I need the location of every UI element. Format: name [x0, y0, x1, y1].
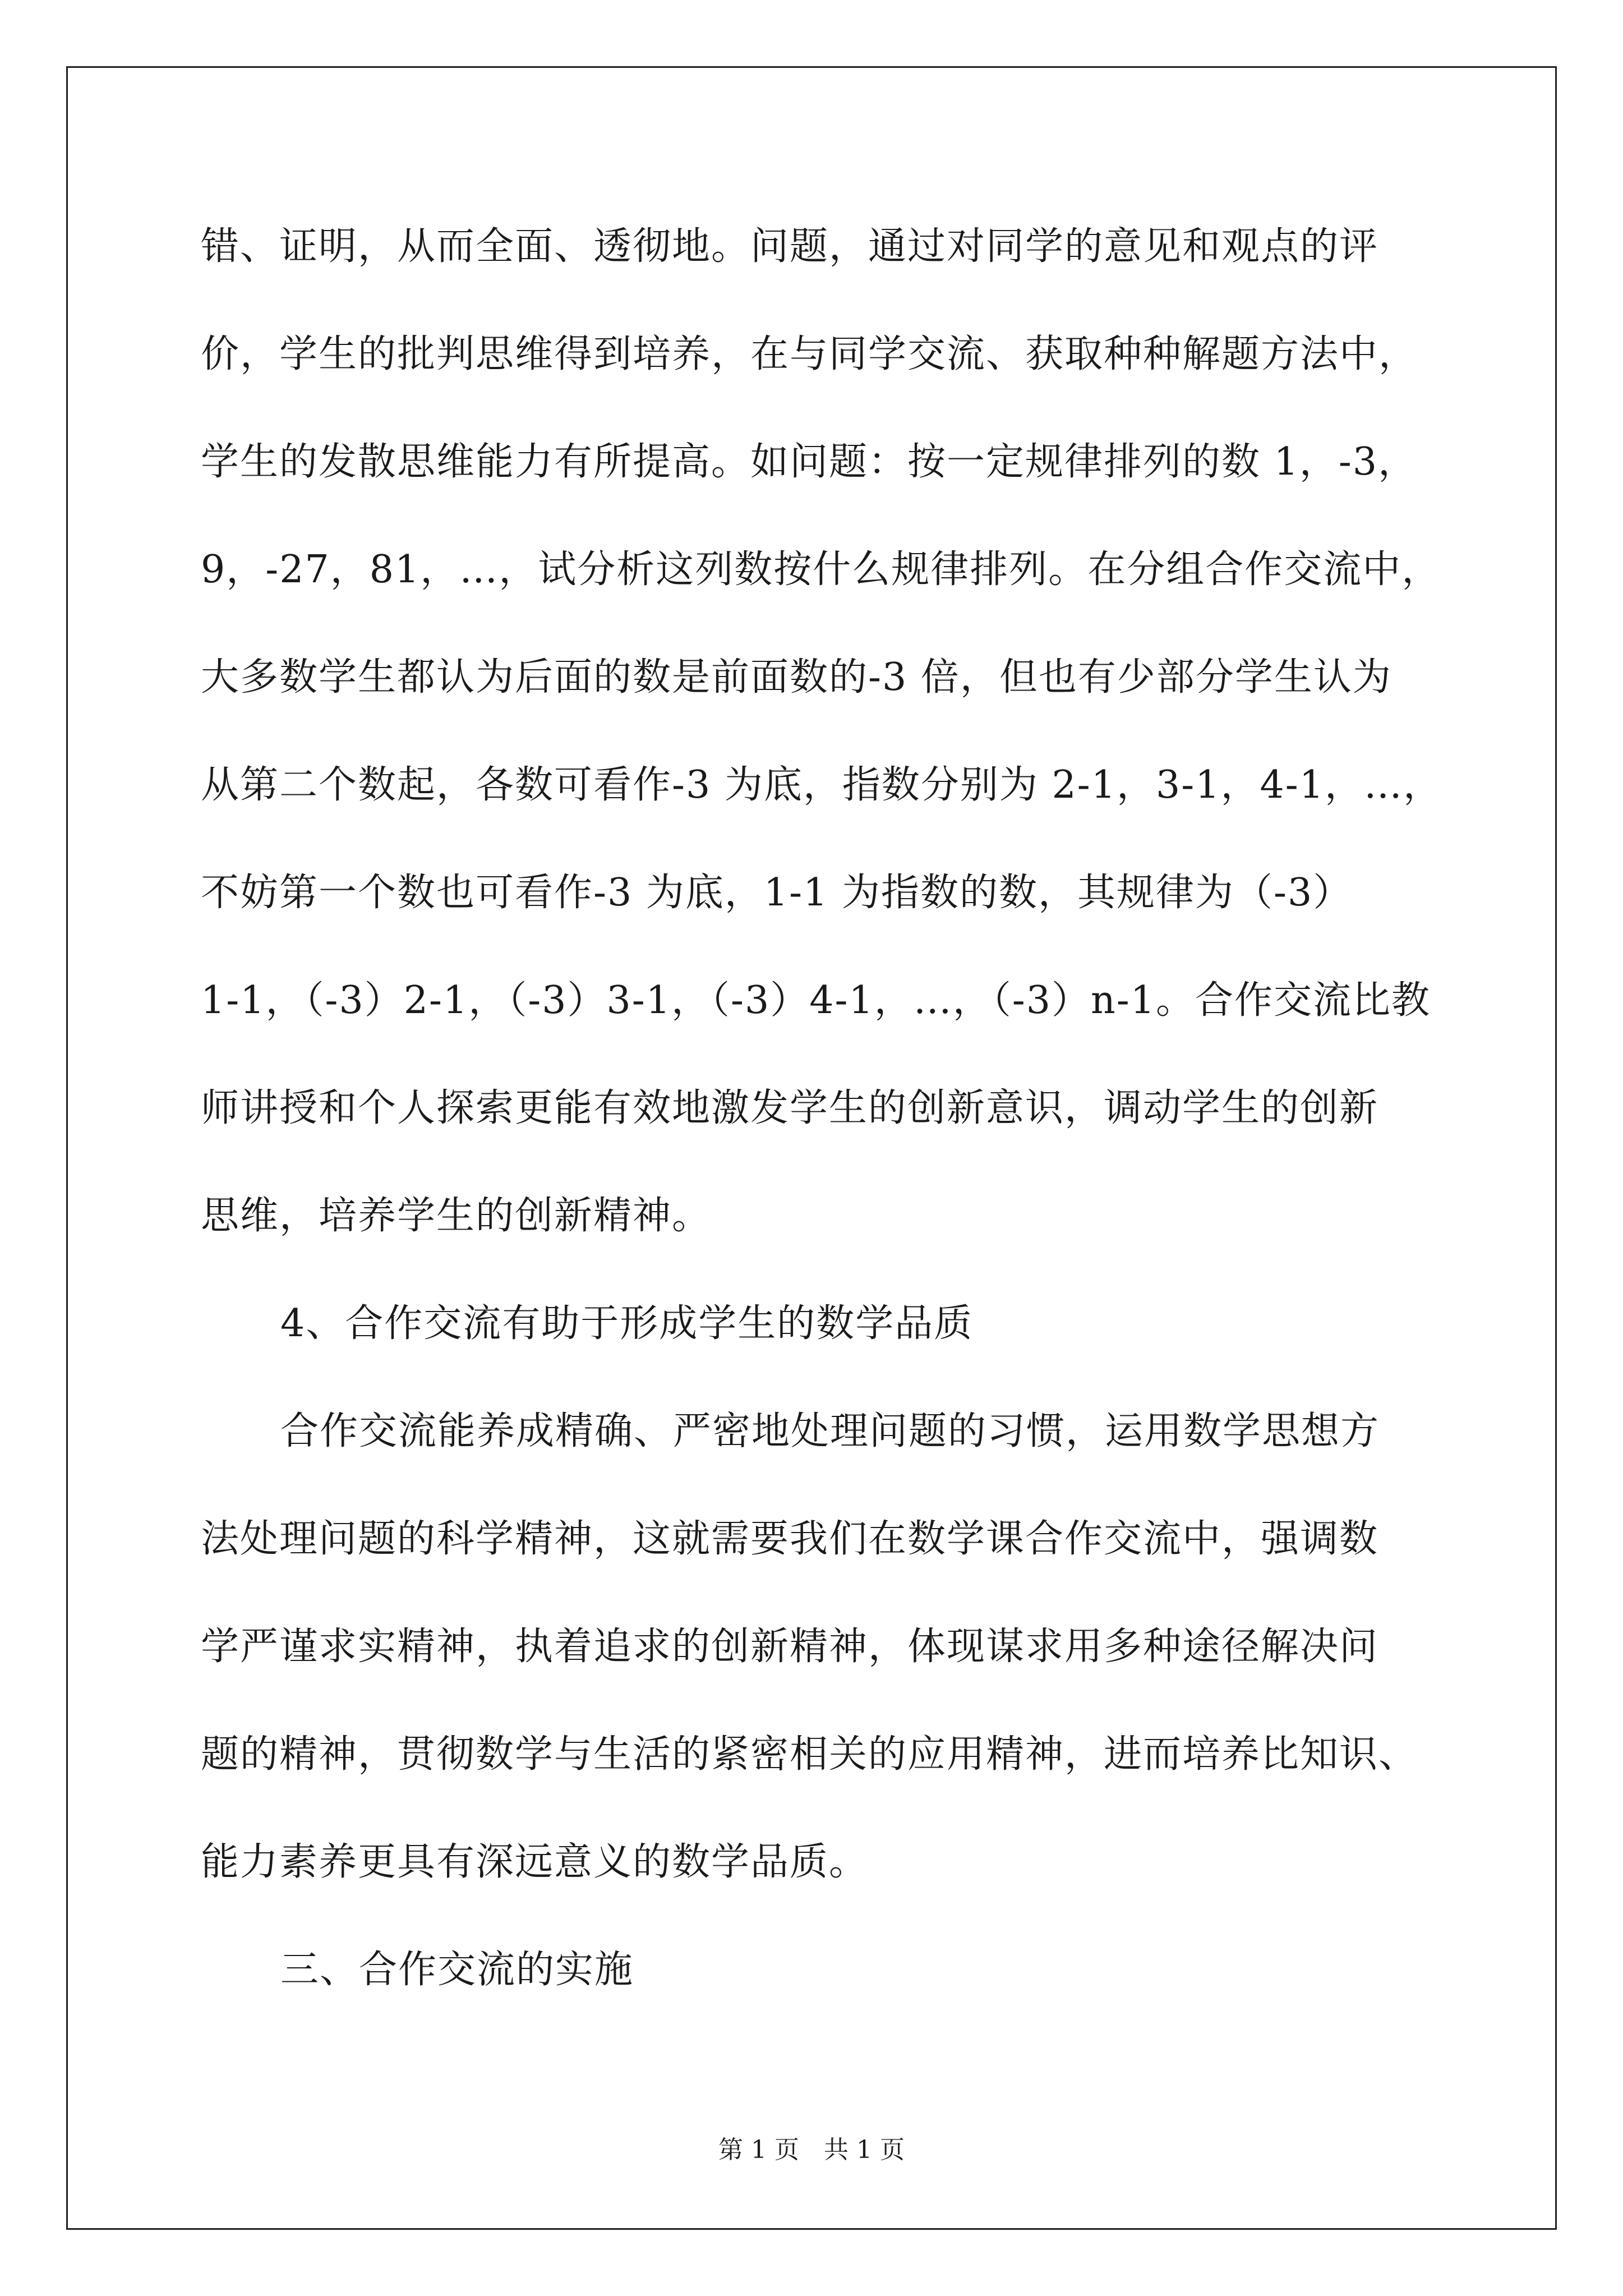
text-line: 1-1，（-3）2-1，（-3）3-1，（-3）4-1，…，（-3）n-1。合作交流比教 [201, 978, 1431, 1023]
text-line: 法处理问题的科学精神，这就需要我们在数学课合作交流中，强调数 [201, 1517, 1379, 1561]
text-line: 学生的发散思维能力有所提高。如问题：按一定规律排列的数 1，-3， [201, 440, 1418, 484]
text-line: 价，学生的批判思维得到培养，在与同学交流、获取种种解题方法中， [201, 332, 1418, 376]
text-line: 错、证明，从而全面、透彻地。问题，通过对同学的意见和观点的评 [201, 224, 1379, 269]
document-body [201, 215, 1442, 2046]
page-footer [0, 2133, 1623, 2167]
text-line: 9，-27，81，…，试分析这列数按什么规律排列。在分组合作交流中， [201, 547, 1441, 592]
text-line: 从第二个数起，各数可看作-3 为底，指数分别为 2-1，3-1，4-1，…， [201, 763, 1442, 807]
text-line: 思维，培养学生的创新精神。 [201, 1194, 712, 1238]
section-heading: 三、合作交流的实施 [280, 1948, 634, 1992]
section-heading: 4、合作交流有助于形成学生的数学品质 [280, 1301, 974, 1346]
page-total: 共 1 页 [824, 2136, 905, 2164]
text-line: 大多数学生都认为后面的数是前面数的-3 倍，但也有少部分学生认为 [201, 655, 1392, 700]
text-line: 合作交流能养成精确、严密地处理问题的习惯，运用数学思想方 [280, 1409, 1380, 1453]
text-line: 师讲授和个人探索更能有效地激发学生的创新意识，调动学生的创新 [201, 1086, 1379, 1130]
text-line: 学严谨求实精神，执着追求的创新精神，体现谋求用多种途径解决问 [201, 1625, 1379, 1669]
text-line: 能力素养更具有深远意义的数学品质。 [201, 1840, 869, 1884]
page-number: 第 1 页 [718, 2136, 799, 2164]
text-line: 题的精神，贯彻数学与生活的紧密相关的应用精神，进而培养比知识、 [201, 1732, 1418, 1777]
text-line: 不妨第一个数也可看作-3 为底，1-1 为指数的数，其规律为（-3） [201, 871, 1353, 915]
